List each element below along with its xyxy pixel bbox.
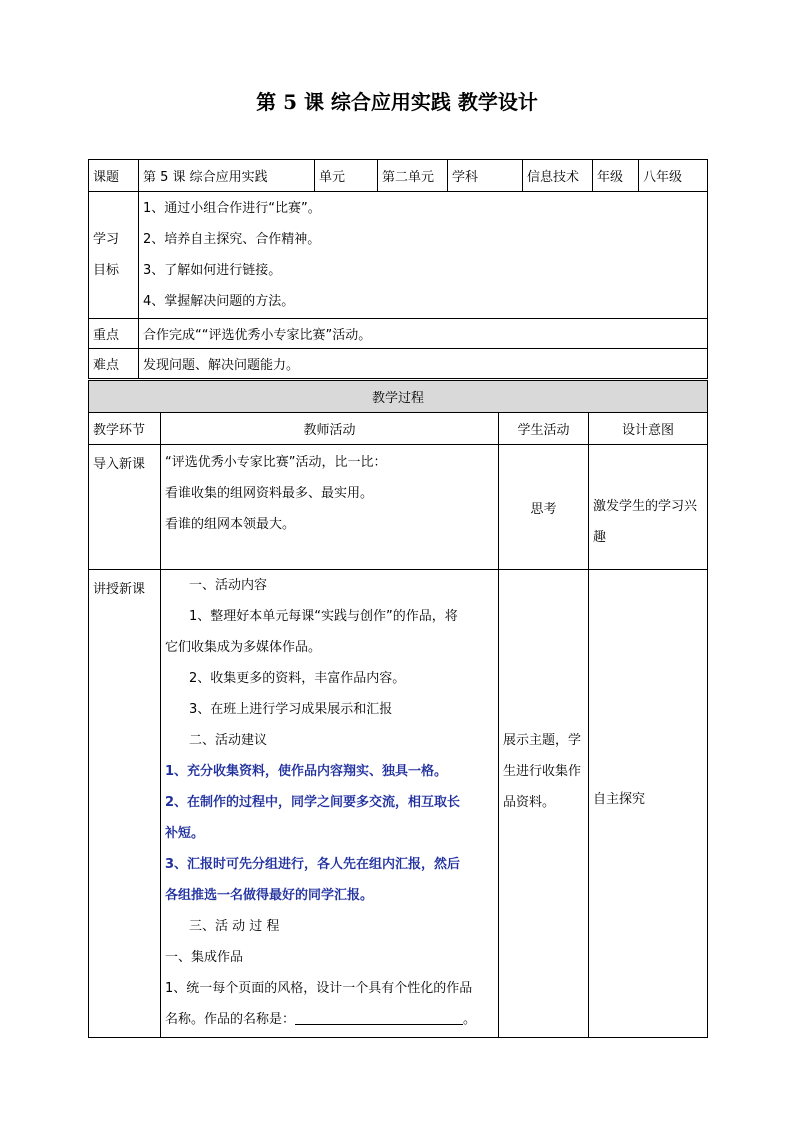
process-heading-row: [89, 381, 708, 413]
lesson-info-table: [88, 159, 708, 379]
intro-student: 思考: [499, 445, 589, 570]
focus-row: [89, 319, 708, 349]
intro-design: 激发学生的学习兴趣: [589, 445, 708, 570]
content-line: [165, 1004, 494, 1035]
col-header-student: 学生活动: [499, 413, 589, 445]
objectives-content: [139, 192, 708, 319]
suggestion-line: 2、在制作的过程中，同学之间要多交流，相互取长: [165, 795, 461, 810]
topic-label: 课题: [89, 160, 139, 192]
objectives-label: 学习目标: [89, 192, 139, 319]
content-line: 它们收集成为多媒体作品。: [165, 640, 322, 655]
suggestion-line: 补短。: [165, 826, 205, 841]
lesson-design: 自主探究: [589, 570, 708, 1038]
suggestion-line: 1、充分收集资料，使作品内容翔实、独具一格。: [165, 764, 448, 779]
content-line: 1、统一每个页面的风格，设计一个具有个性化的作品: [165, 981, 473, 996]
grade-label: 年级: [593, 160, 639, 192]
name-blank: [295, 1010, 463, 1025]
intro-teacher: [161, 445, 499, 570]
page-title: 第 5 课 综合应用实践 教学设计: [256, 90, 538, 114]
objective-item: 4、掌握解决问题的方法。: [143, 294, 295, 309]
process-heading: 教学过程: [89, 381, 708, 413]
teaching-process-table: [88, 380, 708, 1038]
col-header-teacher: 教师活动: [161, 413, 499, 445]
lesson-row: [89, 570, 708, 1038]
suggestion-line: 3、汇报时可先分组进行，各人先在组内汇报，然后: [165, 857, 461, 872]
intro-teacher-line: “评选优秀小专家比赛”活动，比一比：: [165, 455, 387, 470]
difficulty-row: [89, 349, 708, 379]
suggestion-line: 各组推选一名做得最好的同学汇报。: [165, 888, 374, 903]
objectives-row: [89, 192, 708, 319]
lesson-stage: 讲授新课: [89, 570, 161, 1038]
intro-teacher-line: 看谁收集的组网资料最多、最实用。: [165, 486, 374, 501]
col-header-design: 设计意图: [589, 413, 708, 445]
grade-value: 八年级: [639, 160, 708, 192]
section-heading: 三、活 动 过 程: [189, 919, 280, 934]
objective-item: 1、通过小组合作进行“比赛”。: [143, 201, 321, 216]
difficulty-value: 发现问题、解决问题能力。: [139, 349, 708, 379]
name-period: 。: [463, 1012, 477, 1027]
objective-item: 2、培养自主探究、合作精神。: [143, 232, 321, 247]
lesson-teacher: [161, 570, 499, 1038]
intro-row: [89, 445, 708, 570]
col-header-stage: 教学环节: [89, 413, 161, 445]
subject-value: 信息技术: [523, 160, 593, 192]
name-prompt: 名称。作品的名称是：: [165, 1012, 296, 1027]
info-row: [89, 160, 708, 192]
section-heading: 二、活动建议: [189, 733, 268, 748]
objective-item: 3、了解如何进行链接。: [143, 263, 282, 278]
content-line: 2、收集更多的资料，丰富作品内容。: [189, 671, 406, 686]
intro-stage: 导入新课: [89, 445, 161, 570]
intro-teacher-line: 看谁的组网本领最大。: [165, 517, 296, 532]
subject-label: 学科: [448, 160, 523, 192]
unit-value: 第二单元: [378, 160, 448, 192]
focus-label: 重点: [89, 319, 139, 349]
content-line: 3、在班上进行学习成果展示和汇报: [189, 702, 393, 717]
topic-value: 第 5 课 综合应用实践: [139, 160, 315, 192]
focus-value: 合作完成““评选优秀小专家比赛”活动。: [139, 319, 708, 349]
content-line: 一、集成作品: [165, 950, 244, 965]
process-header-row: [89, 413, 708, 445]
difficulty-label: 难点: [89, 349, 139, 379]
section-heading: 一、活动内容: [189, 578, 268, 593]
unit-label: 单元: [315, 160, 378, 192]
lesson-student: 展示主题，学生进行收集作品资料。: [499, 570, 589, 1038]
content-line: 1、整理好本单元每课“实践与创作”的作品，将: [189, 609, 458, 624]
